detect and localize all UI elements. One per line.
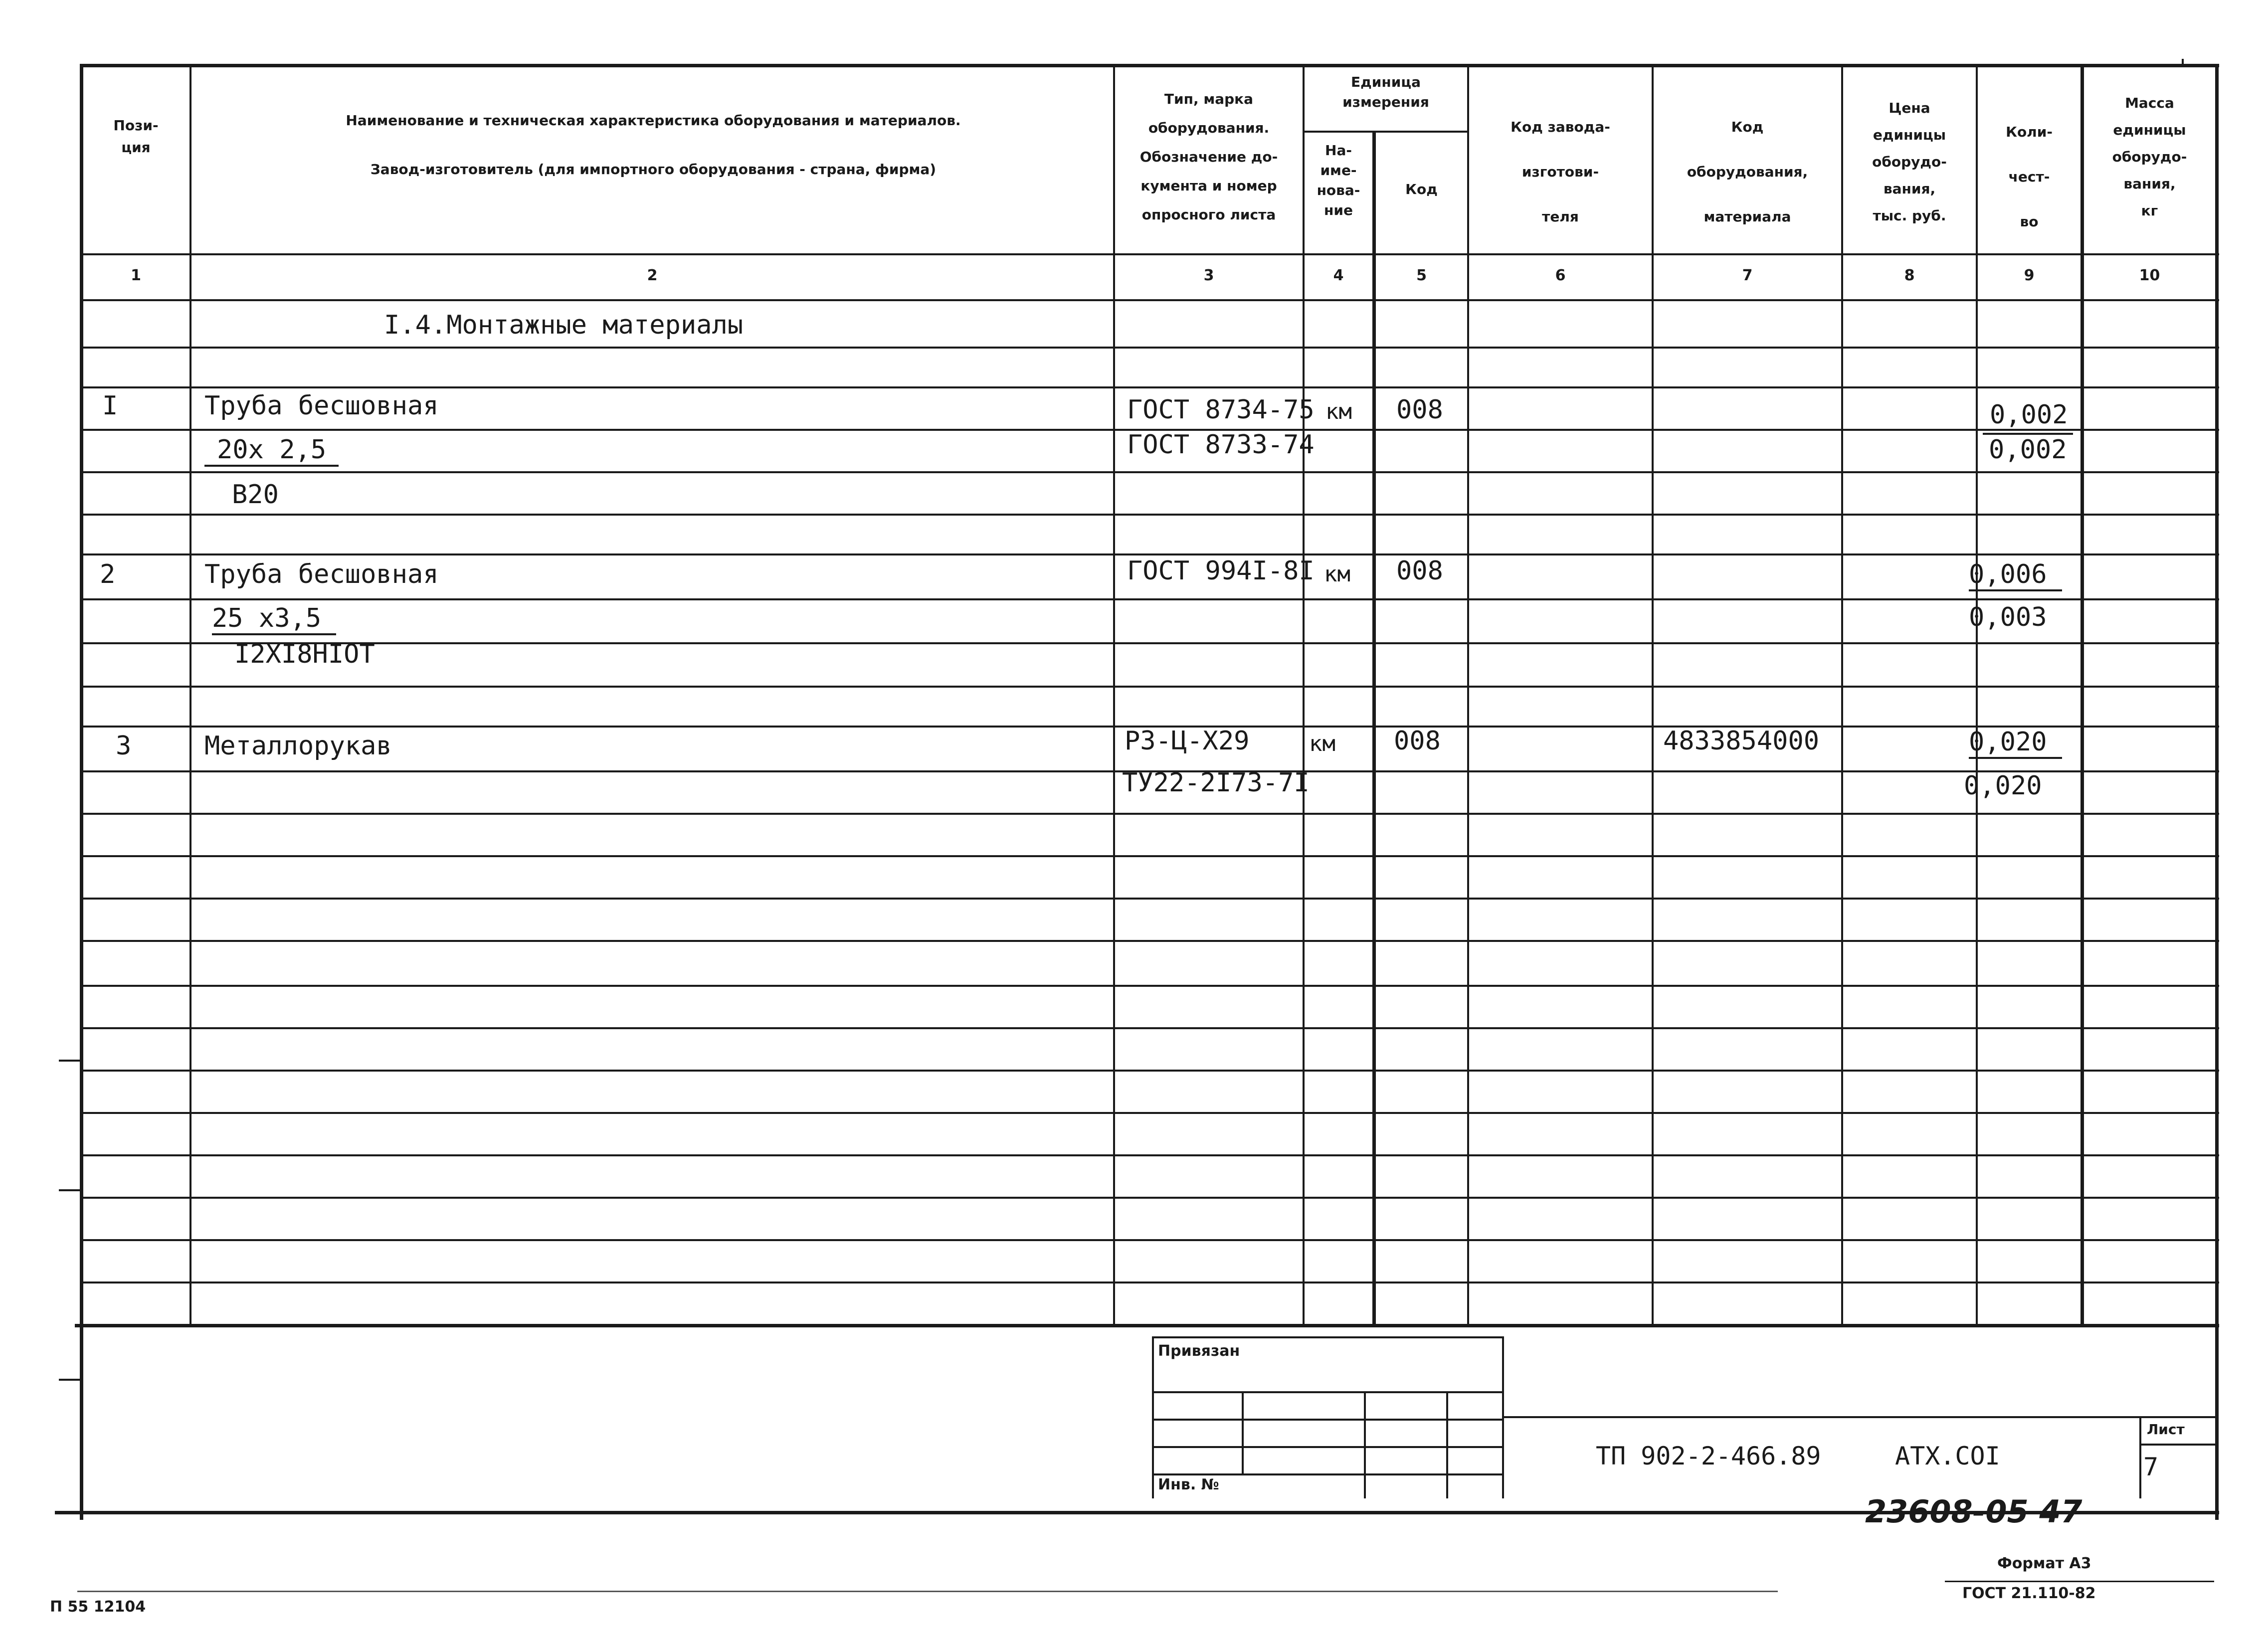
col-line bbox=[1303, 64, 1305, 1325]
col-line bbox=[2080, 64, 2084, 1325]
row-line bbox=[80, 1027, 2219, 1029]
stamp-line bbox=[1152, 1473, 1504, 1475]
table-top-border bbox=[80, 64, 2219, 67]
item-size: 20х 2,5 bbox=[204, 435, 339, 467]
header-name-line2: Завод-изготовитель (для импортного оборудования - страна, фирма) bbox=[370, 161, 937, 178]
item-unit-code: 008 bbox=[1396, 556, 1443, 586]
item-quantity: 0,003 bbox=[1969, 602, 2047, 632]
footer-rule-right bbox=[1945, 1581, 2214, 1582]
row-line bbox=[80, 1282, 2219, 1283]
row-line bbox=[80, 642, 2219, 644]
header-type: Тип, марка оборудования. Обозначение до- кумента и номер опросного листа bbox=[1139, 91, 1278, 223]
item-doc: Р3-Ц-Х29 bbox=[1125, 726, 1250, 756]
row-line bbox=[80, 898, 2219, 900]
col-line bbox=[1467, 64, 1469, 1325]
header-material-code: Код оборудования, материала bbox=[1687, 119, 1808, 225]
col-number: 1 bbox=[131, 267, 141, 284]
col-number: 3 bbox=[1203, 267, 1214, 284]
row-line bbox=[80, 1239, 2219, 1241]
item-doc: ТУ22-2І73-7І bbox=[1122, 768, 1310, 798]
stamp-line bbox=[1502, 1416, 2218, 1418]
stamp-line bbox=[1152, 1446, 1504, 1448]
stamp-privyazan: Привязан bbox=[1158, 1342, 1240, 1360]
item-quantity: 0,020 bbox=[1964, 771, 2042, 801]
header-quantity: Коли- чест- во bbox=[2006, 124, 2053, 230]
row-line bbox=[80, 1197, 2219, 1199]
col-number: 8 bbox=[1904, 267, 1915, 284]
item-unit-code: 008 bbox=[1396, 395, 1443, 425]
stamp-doc-code: АТХ.СОI bbox=[1895, 1442, 2000, 1470]
header-name-line1: Наименование и техническая характеристика оборудования и материалов. bbox=[346, 112, 961, 129]
header-unit: Единица измерения bbox=[1342, 74, 1429, 110]
col-line bbox=[1113, 64, 1115, 1325]
corner-mark bbox=[2182, 59, 2184, 66]
item-unit: км bbox=[1309, 731, 1335, 756]
item-doc: ГОСТ 8734-75 bbox=[1127, 395, 1315, 425]
row-line bbox=[80, 386, 2219, 388]
item-doc: ГОСТ 8733-74 bbox=[1127, 430, 1315, 460]
row-line bbox=[80, 813, 2219, 815]
item-name: Труба бесшовная bbox=[204, 391, 439, 421]
footer-format: Формат А3 bbox=[1997, 1555, 2091, 1572]
stamp-line bbox=[1152, 1419, 1504, 1421]
stamp-line bbox=[1152, 1391, 1504, 1393]
header-factory-code: Код завода- изготови- теля bbox=[1511, 119, 1610, 225]
margin-tick bbox=[59, 1189, 81, 1191]
stamp-line bbox=[1152, 1336, 1154, 1498]
footer-left-code: П 55 12104 bbox=[50, 1598, 146, 1616]
row-line bbox=[80, 855, 2219, 857]
item-quantity: 0,002 bbox=[1983, 433, 2073, 465]
item-quantity: 0,020 bbox=[1969, 727, 2062, 759]
row-line bbox=[80, 1154, 2219, 1156]
item-unit: км bbox=[1325, 399, 1352, 424]
stamp-line bbox=[2139, 1416, 2141, 1498]
unit-subheader-line bbox=[1303, 131, 1467, 133]
header-bottom-line bbox=[80, 253, 2219, 255]
item-size: 25 х3,5 bbox=[212, 603, 336, 635]
header-unit-code: Код bbox=[1405, 181, 1438, 197]
item-name: Металлорукав bbox=[204, 731, 392, 761]
col-line bbox=[1841, 64, 1843, 1325]
footer-rule bbox=[77, 1591, 1778, 1592]
stamp-inv-no: Инв. № bbox=[1158, 1476, 1219, 1493]
col-line bbox=[1372, 131, 1376, 1325]
margin-tick bbox=[59, 1379, 81, 1381]
col-line bbox=[1652, 64, 1654, 1325]
row-line bbox=[80, 471, 2219, 473]
stamp-sheet-number: 7 bbox=[2143, 1453, 2159, 1481]
header-unit-name: На- име- нова- ние bbox=[1317, 142, 1360, 218]
stamp-line bbox=[1364, 1391, 1366, 1498]
col-number: 2 bbox=[647, 267, 658, 284]
row-line bbox=[80, 985, 2219, 987]
col-number: 10 bbox=[2139, 267, 2160, 284]
section-title: I.4.Монтажные материалы bbox=[384, 310, 744, 340]
item-unit: км bbox=[1324, 561, 1350, 587]
stamp-line bbox=[1152, 1336, 1504, 1338]
item-name: Труба бесшовная bbox=[204, 559, 439, 589]
item-position: 3 bbox=[116, 731, 132, 761]
handwritten-number: 23608-05 47 bbox=[1865, 1493, 2082, 1530]
col-number: 4 bbox=[1333, 267, 1344, 284]
col-number: 7 bbox=[1742, 267, 1753, 284]
item-grade: В20 bbox=[232, 480, 279, 510]
stamp-line bbox=[1242, 1391, 1244, 1473]
margin-tick bbox=[59, 1060, 81, 1062]
stamp-sheet-label: Лист bbox=[2147, 1421, 2185, 1438]
header-price: Цена единицы оборудо- вания, тыс. руб. bbox=[1872, 100, 1947, 224]
col-number: 6 bbox=[1555, 267, 1566, 284]
col-line bbox=[1976, 64, 1978, 1325]
item-material-code: 4833854000 bbox=[1663, 726, 1820, 756]
item-doc: ГОСТ 994I-8I bbox=[1127, 556, 1315, 586]
row-line bbox=[80, 514, 2219, 516]
col-line bbox=[189, 64, 191, 1325]
row-line bbox=[80, 1112, 2219, 1114]
item-grade: I2XI8HIOT bbox=[234, 639, 375, 669]
stamp-doc-number: ТП 902-2-466.89 bbox=[1596, 1442, 1821, 1470]
item-unit-code: 008 bbox=[1394, 726, 1441, 756]
row-line bbox=[80, 553, 2219, 555]
header-mass: Масса единицы оборудо- вания, кг bbox=[2112, 95, 2187, 219]
row-line bbox=[80, 347, 2219, 349]
table-bottom-border bbox=[75, 1324, 2219, 1327]
footer-gost: ГОСТ 21.110-82 bbox=[1962, 1585, 2096, 1602]
row-line bbox=[80, 598, 2219, 600]
row-line bbox=[80, 940, 2219, 942]
item-quantity: 0,006 bbox=[1969, 559, 2062, 591]
right-border bbox=[2215, 64, 2219, 1520]
item-quantity: 0,002 bbox=[1990, 400, 2068, 430]
stamp-line bbox=[1446, 1391, 1448, 1498]
col-number: 5 bbox=[1416, 267, 1427, 284]
stamp-line bbox=[2139, 1444, 2217, 1446]
item-position: 2 bbox=[100, 559, 116, 589]
item-position: I bbox=[102, 391, 118, 421]
numbers-bottom-line bbox=[80, 299, 2219, 301]
header-position: Пози- ция bbox=[113, 117, 159, 156]
col-number: 9 bbox=[2024, 267, 2035, 284]
row-line bbox=[80, 686, 2219, 688]
row-line bbox=[80, 1070, 2219, 1072]
